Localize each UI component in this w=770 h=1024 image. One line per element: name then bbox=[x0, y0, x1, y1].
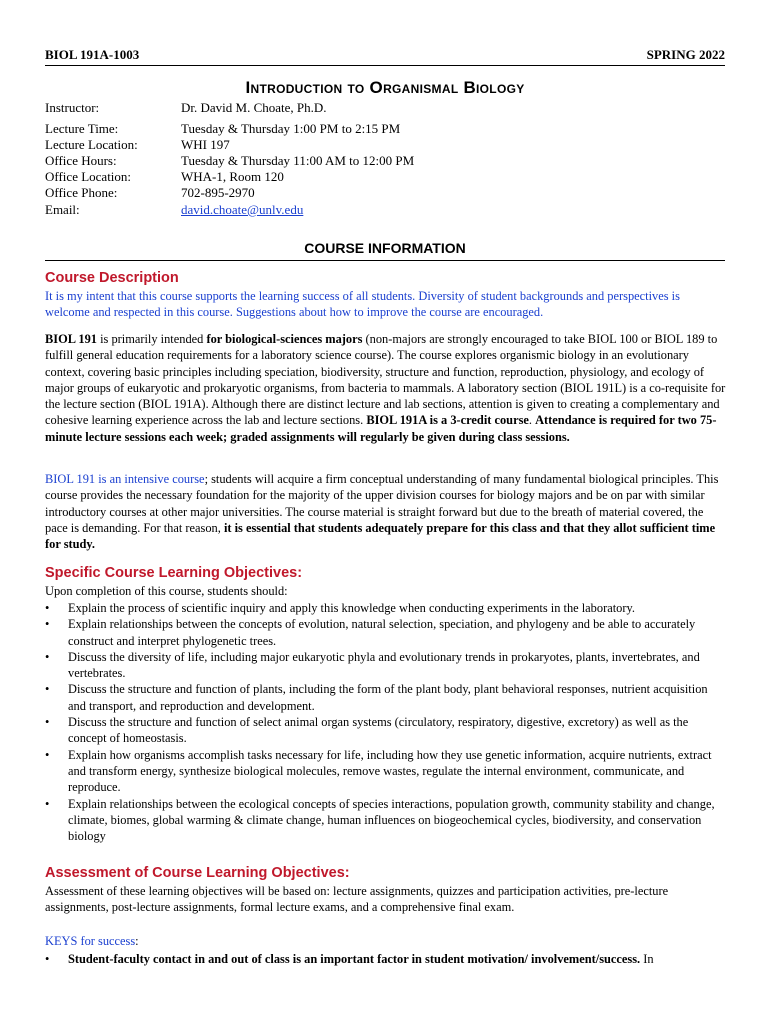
course-description-paragraph bbox=[45, 331, 727, 445]
credit-bold: BIOL 191A is a 3-credit course bbox=[366, 413, 529, 428]
text-run: : bbox=[135, 934, 139, 948]
course-code: BIOL 191A-1003 bbox=[45, 47, 140, 62]
list-item bbox=[45, 951, 727, 967]
keys-label: KEYS for success bbox=[45, 934, 136, 948]
objectives-list bbox=[45, 600, 727, 844]
objective-text: Discuss the diversity of life, including major eukaryotic phyla and evolutionary trends in prokaryotes, plants, invertebrates, and vertebrates. bbox=[68, 649, 700, 681]
keys-item-bold: Student-faculty contact in and out of class is an important factor in student motivation/ involvement/success. bbox=[68, 952, 641, 966]
info-label: Lecture Time: bbox=[45, 121, 119, 136]
term: SPRING 2022 bbox=[646, 47, 725, 62]
intensive-course-paragraph bbox=[45, 471, 727, 552]
info-label: Office Phone: bbox=[45, 185, 118, 200]
bullet-icon: • bbox=[45, 601, 50, 615]
info-label: Instructor: bbox=[45, 100, 100, 115]
course-information-heading: COURSE INFORMATION bbox=[304, 240, 466, 256]
objective-text: Explain relationships between the concepts of evolution, natural selection, speciation, and phylogeny and be able to accurately construct and interpret phylogenetic trees. bbox=[68, 617, 696, 648]
objective-text: Explain how organisms accomplish tasks necessary for life, including how they use genetic information, acquire nutrients, extract and transform energy, synthesize biological molecules, remove wastes, regulate the internal environment, communicate, and reproduce. bbox=[68, 747, 712, 795]
attendance-bold: Attendance is required for two 75-minute lecture sessions each week; graded assignments will regularly be given during class sessions. bbox=[45, 413, 717, 444]
text-run: is primarily intended bbox=[97, 332, 207, 346]
text-run: (non-majors are strongly encouraged to take BIOL 100 or BIOL 189 to fulfill general education requirements for a laboratory science course). The course explores organismic biology in an evolutionary context, covering basic principles including speciation, biodiversity, structure and function, reproduction, physiology, and ecology of major groups of eukaryotic and prokaryotic organisms, from bacteria to mammals. A laboratory section (BIOL 191L) is a co-requisite for the lecture section (BIOL 191A). Although there are distinct lecture and lab sections, attention is given to creating a complementary and cohesive learning experience across the lab and lecture sections. bbox=[45, 332, 726, 428]
info-value: Tuesday & Thursday 1:00 PM to 2:15 PM bbox=[181, 121, 401, 136]
info-value: Dr. David M. Choate, Ph.D. bbox=[181, 100, 327, 115]
keys-list bbox=[45, 951, 727, 967]
majors-bold: for biological-sciences majors bbox=[206, 332, 363, 346]
objective-text: Discuss the structure and function of plants, including the form of the plant body, plant behavioral responses, nutrient acquisition and transport, and reproduction and development. bbox=[68, 682, 708, 713]
bullet-icon: • bbox=[45, 747, 50, 762]
objective-text: Discuss the structure and function of select animal organ systems (circulatory, respiratory, digestive, excretory) as well as the concept of homeostasis. bbox=[68, 715, 689, 746]
info-value: Tuesday & Thursday 11:00 AM to 12:00 PM bbox=[181, 153, 415, 168]
info-label: Email: bbox=[45, 202, 80, 217]
text-run: ; students will acquire a firm conceptual understanding of many fundamental biological principles. This course provides the necessary foundation for the majority of the upper division courses for biology majors and be on par with similar introductory courses at other major universities. The course material is straight forward but due to the breath of material covered, the pace is demanding. For that reason, bbox=[45, 472, 719, 535]
email-link[interactable]: david.choate@unlv.edu bbox=[181, 202, 304, 217]
bullet-icon: • bbox=[45, 715, 50, 730]
text-run: In bbox=[640, 952, 654, 966]
list-item bbox=[45, 747, 727, 796]
list-item bbox=[45, 616, 727, 649]
diversity-statement: It is my intent that this course supports the learning success of all students. Diversity of student backgrounds and perspectives is welcome and respected in this course. Suggestions about how to improve the course are encouraged. bbox=[45, 289, 680, 320]
list-item bbox=[45, 600, 727, 616]
keys-heading bbox=[45, 933, 727, 949]
assessment-heading: Assessment of Course Learning Objectives: bbox=[45, 865, 350, 881]
info-label: Office Location: bbox=[45, 169, 132, 184]
list-item bbox=[45, 714, 727, 747]
info-value: WHI 197 bbox=[181, 137, 230, 152]
info-row-office-location bbox=[45, 169, 725, 185]
bullet-icon: • bbox=[45, 682, 50, 697]
bullet-icon: • bbox=[45, 796, 50, 811]
bullet-icon: • bbox=[45, 649, 50, 664]
info-row-lecture-location bbox=[45, 137, 725, 153]
page-header bbox=[45, 44, 725, 66]
info-label: Lecture Location: bbox=[45, 137, 138, 152]
info-value: WHA-1, Room 120 bbox=[181, 169, 284, 184]
info-row-instructor bbox=[45, 100, 725, 116]
intensive-course-highlight: BIOL 191 is an intensive course bbox=[45, 472, 205, 486]
objective-text: Explain the process of scientific inquiry and apply this knowledge when conducting experiments in the laboratory. bbox=[68, 601, 635, 615]
text-run: . bbox=[528, 413, 536, 428]
info-row-office-hours bbox=[45, 153, 725, 169]
learning-objectives-heading: Specific Course Learning Objectives: bbox=[45, 565, 303, 581]
objective-text: Explain relationships between the ecological concepts of species interactions, population growth, community stability and change, climate, biomes, global warming & climate change, human influences on biogeochemical cycles, biodiversity, and conservation biology bbox=[68, 796, 715, 844]
list-item bbox=[45, 681, 727, 714]
course-description-heading: Course Description bbox=[45, 270, 179, 286]
header-rule bbox=[45, 65, 725, 66]
assessment-text: Assessment of these learning objectives will be based on: lecture assignments, quizzes and participation activities, pre-lecture assignments, post-lecture assignments, formal lecture exams, and a comprehensive final exam. bbox=[45, 884, 669, 915]
list-item bbox=[45, 649, 727, 682]
section-rule bbox=[45, 260, 725, 261]
bullet-icon: • bbox=[45, 617, 50, 632]
info-row-office-phone bbox=[45, 185, 725, 201]
list-item bbox=[45, 796, 727, 845]
course-title: Introduction to Organismal Biology bbox=[245, 78, 525, 97]
info-label: Office Hours: bbox=[45, 153, 117, 168]
objectives-intro: Upon completion of this course, students should: bbox=[45, 584, 288, 598]
preparation-bold: it is essential that students adequately prepare for this class and that they allot sufficient time for study. bbox=[45, 520, 716, 552]
course-name-bold: BIOL 191 bbox=[45, 332, 97, 346]
bullet-icon: • bbox=[45, 952, 50, 966]
info-value: 702-895-2970 bbox=[181, 185, 255, 200]
info-row-email bbox=[45, 202, 725, 218]
info-row-lecture-time bbox=[45, 121, 725, 137]
